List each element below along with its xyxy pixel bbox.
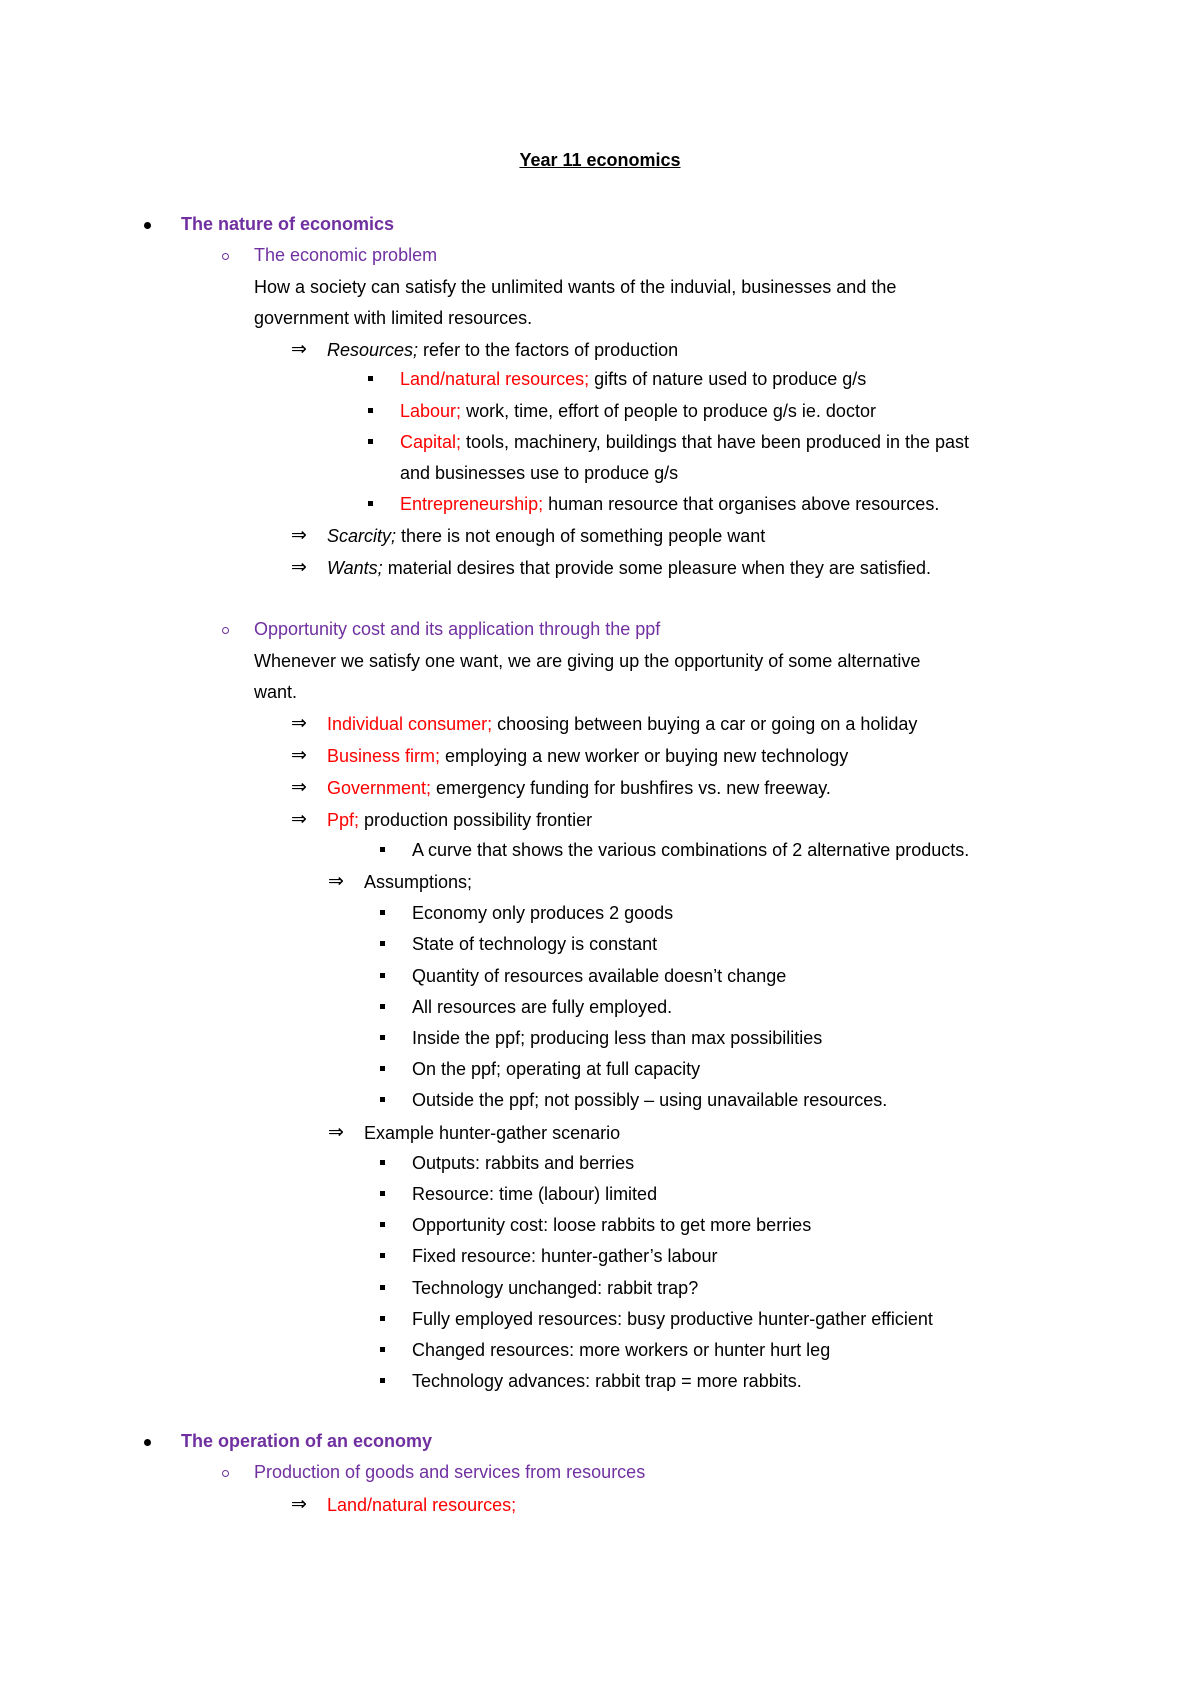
square-bullet-icon xyxy=(380,1316,385,1321)
square-bullet-icon xyxy=(368,439,373,444)
arrow-icon: ⇒ xyxy=(291,339,307,360)
subheading-opportunity-cost: Opportunity cost and its application through the ppf xyxy=(254,619,661,639)
resources-line xyxy=(327,339,678,361)
bullet-icon xyxy=(144,222,151,229)
example-item: Technology advances: rabbit trap = more rabbits. xyxy=(412,1371,802,1391)
example-item: Resource: time (labour) limited xyxy=(412,1184,658,1204)
term: Labour; xyxy=(400,401,462,421)
bullet-icon xyxy=(144,1439,151,1446)
example-item: Outputs: rabbits and berries xyxy=(412,1153,635,1173)
square-bullet-icon xyxy=(380,1191,385,1196)
term: Capital; xyxy=(400,432,462,452)
page-title: Year 11 economics xyxy=(519,150,681,170)
arrow-icon: ⇒ xyxy=(291,525,307,546)
subheading-economic-problem: The economic problem xyxy=(254,245,438,265)
arrow-icon: ⇒ xyxy=(291,809,307,830)
square-bullet-icon xyxy=(380,1285,385,1290)
square-bullet-icon xyxy=(380,1097,385,1102)
square-bullet-icon xyxy=(380,973,385,978)
example-item: Changed resources: more workers or hunter hurt leg xyxy=(412,1340,831,1360)
example-label: Example hunter-gather scenario xyxy=(364,1123,621,1143)
arrow-icon: ⇒ xyxy=(291,557,307,578)
circle-bullet-icon xyxy=(222,253,229,260)
factor-item-continued: and businesses use to produce g/s xyxy=(400,463,679,483)
example-item: Technology unchanged: rabbit trap? xyxy=(412,1278,699,1298)
square-bullet-icon xyxy=(380,1347,385,1352)
arrow-icon: ⇒ xyxy=(291,713,307,734)
example-line xyxy=(327,713,917,735)
term: Business firm; xyxy=(327,746,441,766)
square-bullet-icon xyxy=(380,1378,385,1383)
factor-item xyxy=(400,431,969,453)
paragraph-line: want. xyxy=(254,682,298,702)
definition: work, time, effort of people to produce g/s ie. doctor xyxy=(461,401,876,421)
section-heading-nature: The nature of economics xyxy=(181,214,395,234)
ppf-definition: A curve that shows the various combinations of 2 alternative products. xyxy=(412,840,970,860)
arrow-icon: ⇒ xyxy=(328,1122,344,1143)
definition: material desires that provide some pleasure when they are satisfied. xyxy=(382,558,931,578)
square-bullet-icon xyxy=(380,847,385,852)
square-bullet-icon xyxy=(380,1066,385,1071)
paragraph-line: How a society can satisfy the unlimited wants of the induvial, businesses and the xyxy=(254,277,897,297)
circle-bullet-icon xyxy=(222,627,229,634)
term: Scarcity; xyxy=(327,526,397,546)
example-item: Fixed resource: hunter-gather’s labour xyxy=(412,1246,718,1266)
arrow-icon: ⇒ xyxy=(291,745,307,766)
assumption-item: On the ppf; operating at full capacity xyxy=(412,1059,701,1079)
paragraph-line: Whenever we satisfy one want, we are giving up the opportunity of some alternative xyxy=(254,651,921,671)
square-bullet-icon xyxy=(380,1253,385,1258)
definition: production possibility frontier xyxy=(359,810,593,830)
definition: choosing between buying a car or going on a holiday xyxy=(492,714,918,734)
term: Wants; xyxy=(327,558,383,578)
section-heading-operation: The operation of an economy xyxy=(181,1431,433,1451)
example-item: Fully employed resources: busy productive hunter-gather efficient xyxy=(412,1309,933,1329)
term: Individual consumer; xyxy=(327,714,493,734)
term: Government; xyxy=(327,778,432,798)
square-bullet-icon xyxy=(380,1160,385,1165)
scarcity-line xyxy=(327,525,765,547)
square-bullet-icon xyxy=(380,1004,385,1009)
example-line xyxy=(327,745,848,767)
assumption-item: State of technology is constant xyxy=(412,934,658,954)
definition: refer to the factors of production xyxy=(418,340,679,360)
definition: employing a new worker or buying new technology xyxy=(440,746,849,766)
example-line xyxy=(327,777,831,799)
circle-bullet-icon xyxy=(222,1470,229,1477)
square-bullet-icon xyxy=(368,408,373,413)
square-bullet-icon xyxy=(380,910,385,915)
arrow-icon: ⇒ xyxy=(291,777,307,798)
factor-item xyxy=(400,400,876,422)
square-bullet-icon xyxy=(380,1222,385,1227)
land-resources-item: Land/natural resources; xyxy=(327,1495,517,1515)
assumption-item: Economy only produces 2 goods xyxy=(412,903,674,923)
definition: there is not enough of something people want xyxy=(396,526,766,546)
term: Resources; xyxy=(327,340,419,360)
definition: tools, machinery, buildings that have been produced in the past xyxy=(461,432,970,452)
definition: emergency funding for bushfires vs. new freeway. xyxy=(431,778,831,798)
subheading-production: Production of goods and services from resources xyxy=(254,1462,646,1482)
assumption-item: Quantity of resources available doesn’t change xyxy=(412,966,787,986)
assumption-item: All resources are fully employed. xyxy=(412,997,673,1017)
term: Ppf; xyxy=(327,810,360,830)
assumption-item: Inside the ppf; producing less than max possibilities xyxy=(412,1028,823,1048)
example-line xyxy=(327,809,592,831)
assumption-item: Outside the ppf; not possibly – using unavailable resources. xyxy=(412,1090,888,1110)
wants-line xyxy=(327,557,931,579)
arrow-icon: ⇒ xyxy=(328,871,344,892)
term: Entrepreneurship; xyxy=(400,494,544,514)
square-bullet-icon xyxy=(368,376,373,381)
factor-item xyxy=(400,368,866,390)
term: Land/natural resources; xyxy=(400,369,590,389)
example-item: Opportunity cost: loose rabbits to get more berries xyxy=(412,1215,812,1235)
arrow-icon: ⇒ xyxy=(291,1494,307,1515)
square-bullet-icon xyxy=(380,941,385,946)
square-bullet-icon xyxy=(380,1035,385,1040)
paragraph-line: government with limited resources. xyxy=(254,308,533,328)
factor-item xyxy=(400,493,939,515)
definition: human resource that organises above resources. xyxy=(543,494,940,514)
square-bullet-icon xyxy=(368,501,373,506)
definition: gifts of nature used to produce g/s xyxy=(589,369,867,389)
assumptions-label: Assumptions; xyxy=(364,872,473,892)
